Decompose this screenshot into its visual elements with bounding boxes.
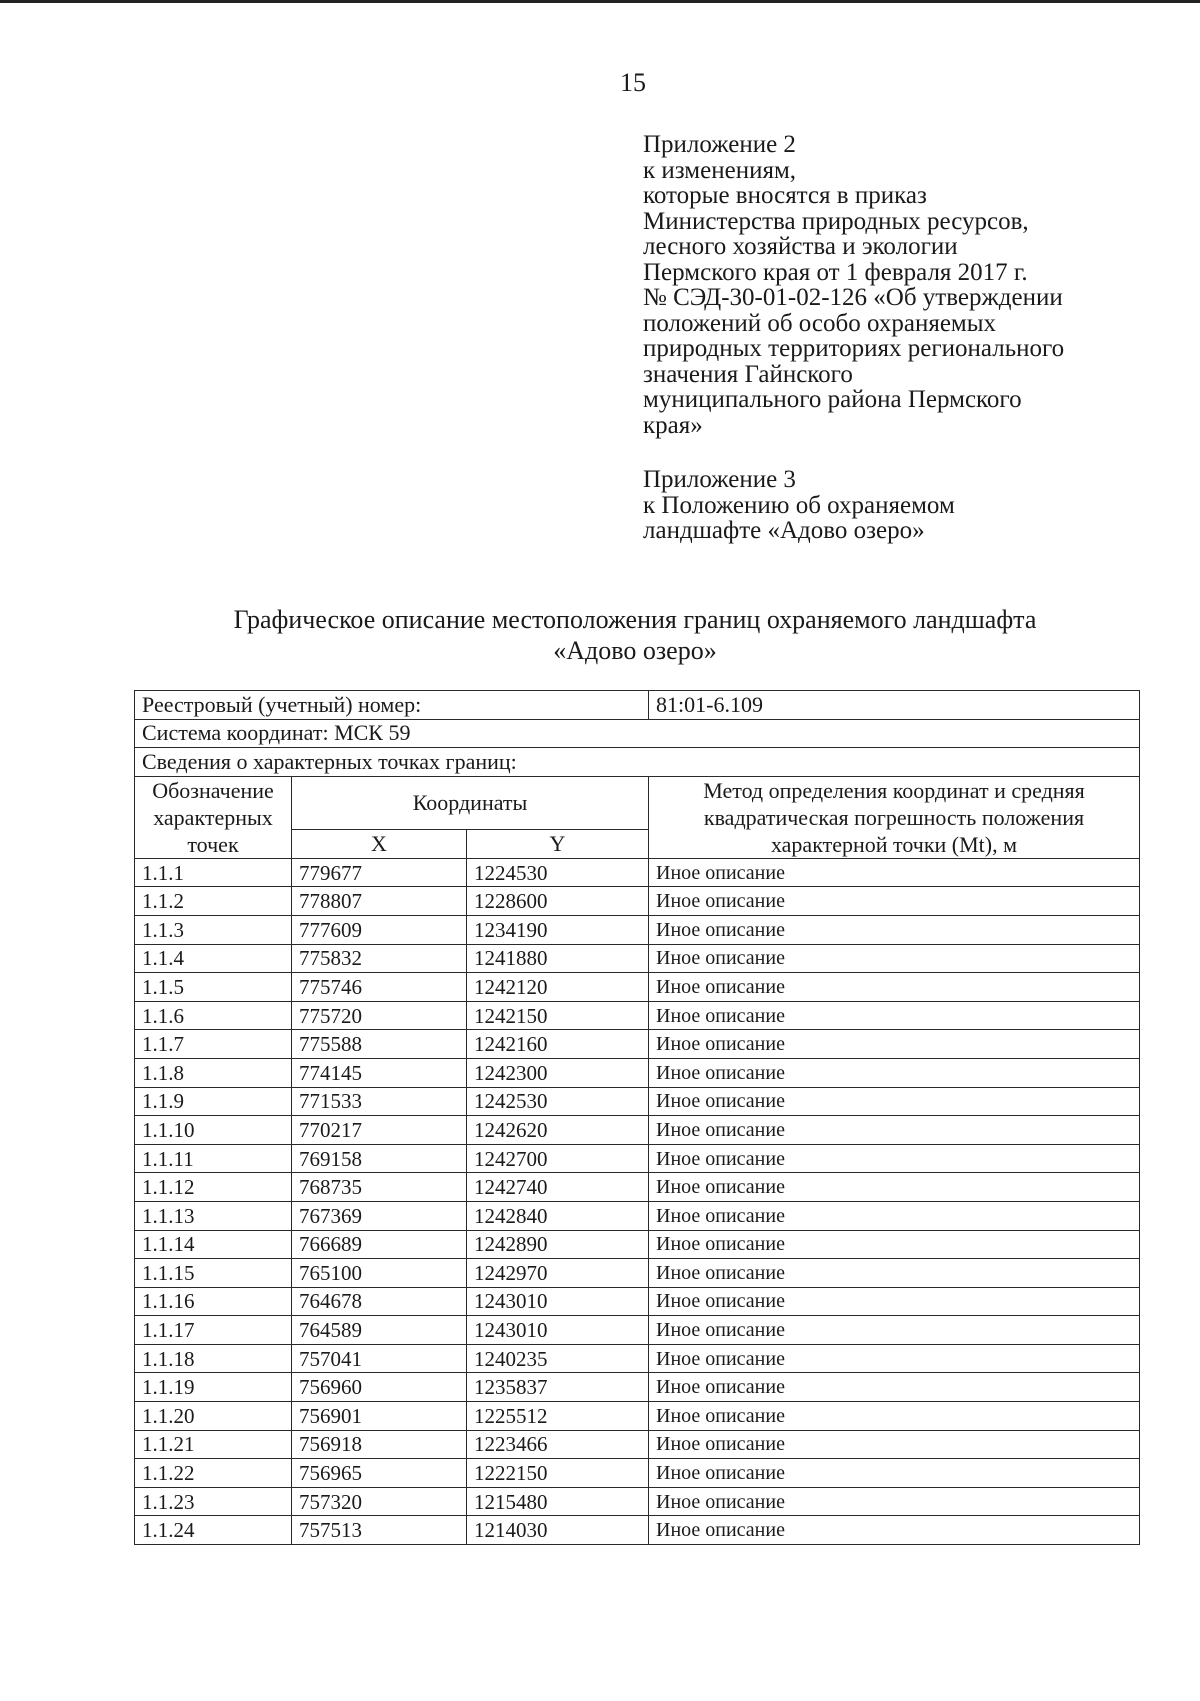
appendix2-line: природных территориях регионального [643,335,1065,362]
point-x: 756965 [292,1459,467,1488]
point-y: 1242120 [467,973,649,1002]
registry-row [135,691,1140,720]
document-title [130,604,1140,666]
point-y: 1242300 [467,1058,649,1087]
point-method: Иное описание [649,887,1140,916]
table-row [135,1373,1140,1402]
point-x: 756960 [292,1373,467,1402]
point-x: 775720 [292,1001,467,1030]
point-y: 1235837 [467,1373,649,1402]
point-method: Иное описание [649,1144,1140,1173]
table-row [135,1201,1140,1230]
appendix2-line: к изменениям, [643,156,797,184]
point-id: 1.1.21 [135,1430,292,1459]
point-id: 1.1.10 [135,1116,292,1145]
point-x: 767369 [292,1201,467,1230]
point-id: 1.1.8 [135,1058,292,1087]
point-x: 756901 [292,1402,467,1431]
point-y: 1214030 [467,1516,649,1545]
table-row [135,1087,1140,1116]
point-y: 1243010 [467,1316,649,1345]
table-row [135,1001,1140,1030]
points-info-row [135,748,1140,777]
point-method: Иное описание [649,1487,1140,1516]
point-y: 1242150 [467,1001,649,1030]
point-method: Иное описание [649,858,1140,887]
registry-value: 81:01-6.109 [649,691,1140,720]
point-method: Иное описание [649,1316,1140,1345]
point-method: Иное описание [649,1344,1140,1373]
appendix2-line: положений об особо охраняемых [643,309,997,337]
registry-label: Реестровый (учетный) номер: [135,691,649,720]
table-row [135,1459,1140,1488]
point-x: 775746 [292,973,467,1002]
point-method: Иное описание [649,1230,1140,1259]
point-y: 1223466 [467,1430,649,1459]
point-x: 778807 [292,887,467,916]
table-row [135,1344,1140,1373]
table-row [135,1230,1140,1259]
table-row [135,887,1140,916]
point-id: 1.1.1 [135,858,292,887]
point-y: 1234190 [467,915,649,944]
point-y: 1242160 [467,1030,649,1059]
point-id: 1.1.6 [135,1001,292,1030]
point-id: 1.1.19 [135,1373,292,1402]
scan-top-edge [0,0,1200,3]
point-y: 1242970 [467,1259,649,1288]
point-id: 1.1.20 [135,1402,292,1431]
point-id: 1.1.17 [135,1316,292,1345]
point-y: 1215480 [467,1487,649,1516]
point-x: 766689 [292,1230,467,1259]
point-method: Иное описание [649,1058,1140,1087]
table-row [135,1058,1140,1087]
point-id: 1.1.5 [135,973,292,1002]
appendix2-line: Министерства природных ресурсов, [643,207,1029,235]
point-x: 765100 [292,1259,467,1288]
point-method: Иное описание [649,1116,1140,1145]
point-x: 757513 [292,1516,467,1545]
coord-system: Система координат: МСК 59 [135,719,1140,748]
point-method: Иное описание [649,1287,1140,1316]
table-row [135,858,1140,887]
point-y: 1242890 [467,1230,649,1259]
point-id: 1.1.9 [135,1087,292,1116]
table-row [135,1144,1140,1173]
table-row [135,1287,1140,1316]
table-row [135,1116,1140,1145]
table-row [135,1030,1140,1059]
point-method: Иное описание [649,1259,1140,1288]
point-method: Иное описание [649,1173,1140,1202]
title-line-1: Графическое описание местоположения границ охраняемого ландшафта [233,605,1037,634]
header-y: Y [467,830,649,859]
appendix3-line: Приложение 3 [643,466,796,493]
point-y: 1242620 [467,1116,649,1145]
point-method: Иное описание [649,1001,1140,1030]
point-x: 775832 [292,944,467,973]
appendix2-line: муниципального района Пермского [643,386,1022,413]
point-y: 1242530 [467,1087,649,1116]
point-id: 1.1.2 [135,887,292,916]
point-y: 1241880 [467,944,649,973]
header-coordinates: Координаты [292,776,649,829]
point-id: 1.1.4 [135,944,292,973]
point-id: 1.1.3 [135,915,292,944]
appendix2-line: Приложение 2 [643,131,796,158]
point-method: Иное описание [649,1516,1140,1545]
appendix3-line: ландшафте «Адово озеро» [643,517,925,544]
points-info: Сведения о характерных точках границ: [135,748,1140,777]
point-method: Иное описание [649,1030,1140,1059]
table-row [135,1173,1140,1202]
point-x: 756918 [292,1430,467,1459]
point-x: 774145 [292,1058,467,1087]
header-designation: Обозначение характерных точек [135,776,292,858]
table-row [135,1316,1140,1345]
table-row [135,1487,1140,1516]
point-id: 1.1.18 [135,1344,292,1373]
point-method: Иное описание [649,1430,1140,1459]
point-x: 768735 [292,1173,467,1202]
point-id: 1.1.23 [135,1487,292,1516]
point-y: 1242740 [467,1173,649,1202]
point-id: 1.1.22 [135,1459,292,1488]
point-method: Иное описание [649,915,1140,944]
point-method: Иное описание [649,1402,1140,1431]
point-id: 1.1.16 [135,1287,292,1316]
point-x: 771533 [292,1087,467,1116]
point-x: 770217 [292,1116,467,1145]
point-y: 1228600 [467,887,649,916]
header-row-1 [135,776,1140,829]
point-x: 757320 [292,1487,467,1516]
point-y: 1240235 [467,1344,649,1373]
point-method: Иное описание [649,944,1140,973]
point-id: 1.1.7 [135,1030,292,1059]
point-x: 757041 [292,1344,467,1373]
coord-system-row [135,719,1140,748]
header-method: Метод определения координат и средняя квадратическая погрешность положения характерной точки (Mt), м [649,776,1140,858]
appendix2-line: края» [643,411,703,439]
boundary-points-table [134,690,1140,1545]
point-method: Иное описание [649,1087,1140,1116]
table-row [135,1516,1140,1545]
point-method: Иное описание [649,1201,1140,1230]
appendix2-line: которые вносятся в приказ [643,182,927,209]
point-x: 775588 [292,1030,467,1059]
point-id: 1.1.14 [135,1230,292,1259]
point-id: 1.1.24 [135,1516,292,1545]
table-row [135,944,1140,973]
point-x: 777609 [292,915,467,944]
title-line-2: «Адово озеро» [553,636,717,665]
point-y: 1222150 [467,1459,649,1488]
point-method: Иное описание [649,1373,1140,1402]
table-row [135,1259,1140,1288]
table-row [135,973,1140,1002]
point-x: 764589 [292,1316,467,1345]
point-y: 1242700 [467,1144,649,1173]
appendix2-line: лесного хозяйства и экологии [643,233,958,260]
point-x: 779677 [292,858,467,887]
point-id: 1.1.15 [135,1259,292,1288]
point-id: 1.1.12 [135,1173,292,1202]
page-number: 15 [620,68,646,97]
table-row [135,1402,1140,1431]
appendix-3-header [643,467,1163,544]
point-y: 1224530 [467,858,649,887]
table-row [135,915,1140,944]
appendix2-line: значения Гайнского [643,360,853,388]
appendix3-line: к Положению об охраняемом [643,491,955,519]
point-id: 1.1.13 [135,1201,292,1230]
point-x: 769158 [292,1144,467,1173]
point-id: 1.1.11 [135,1144,292,1173]
point-y: 1243010 [467,1287,649,1316]
point-y: 1225512 [467,1402,649,1431]
appendix2-line: № СЭД-30-01-02-126 «Об утверждении [643,284,1063,311]
appendix-2-header [643,132,1163,438]
point-x: 764678 [292,1287,467,1316]
point-y: 1242840 [467,1201,649,1230]
header-x: X [292,830,467,859]
point-method: Иное описание [649,1459,1140,1488]
appendix2-line: Пермского края от 1 февраля 2017 г. [643,258,1028,286]
table-row [135,1430,1140,1459]
point-method: Иное описание [649,973,1140,1002]
